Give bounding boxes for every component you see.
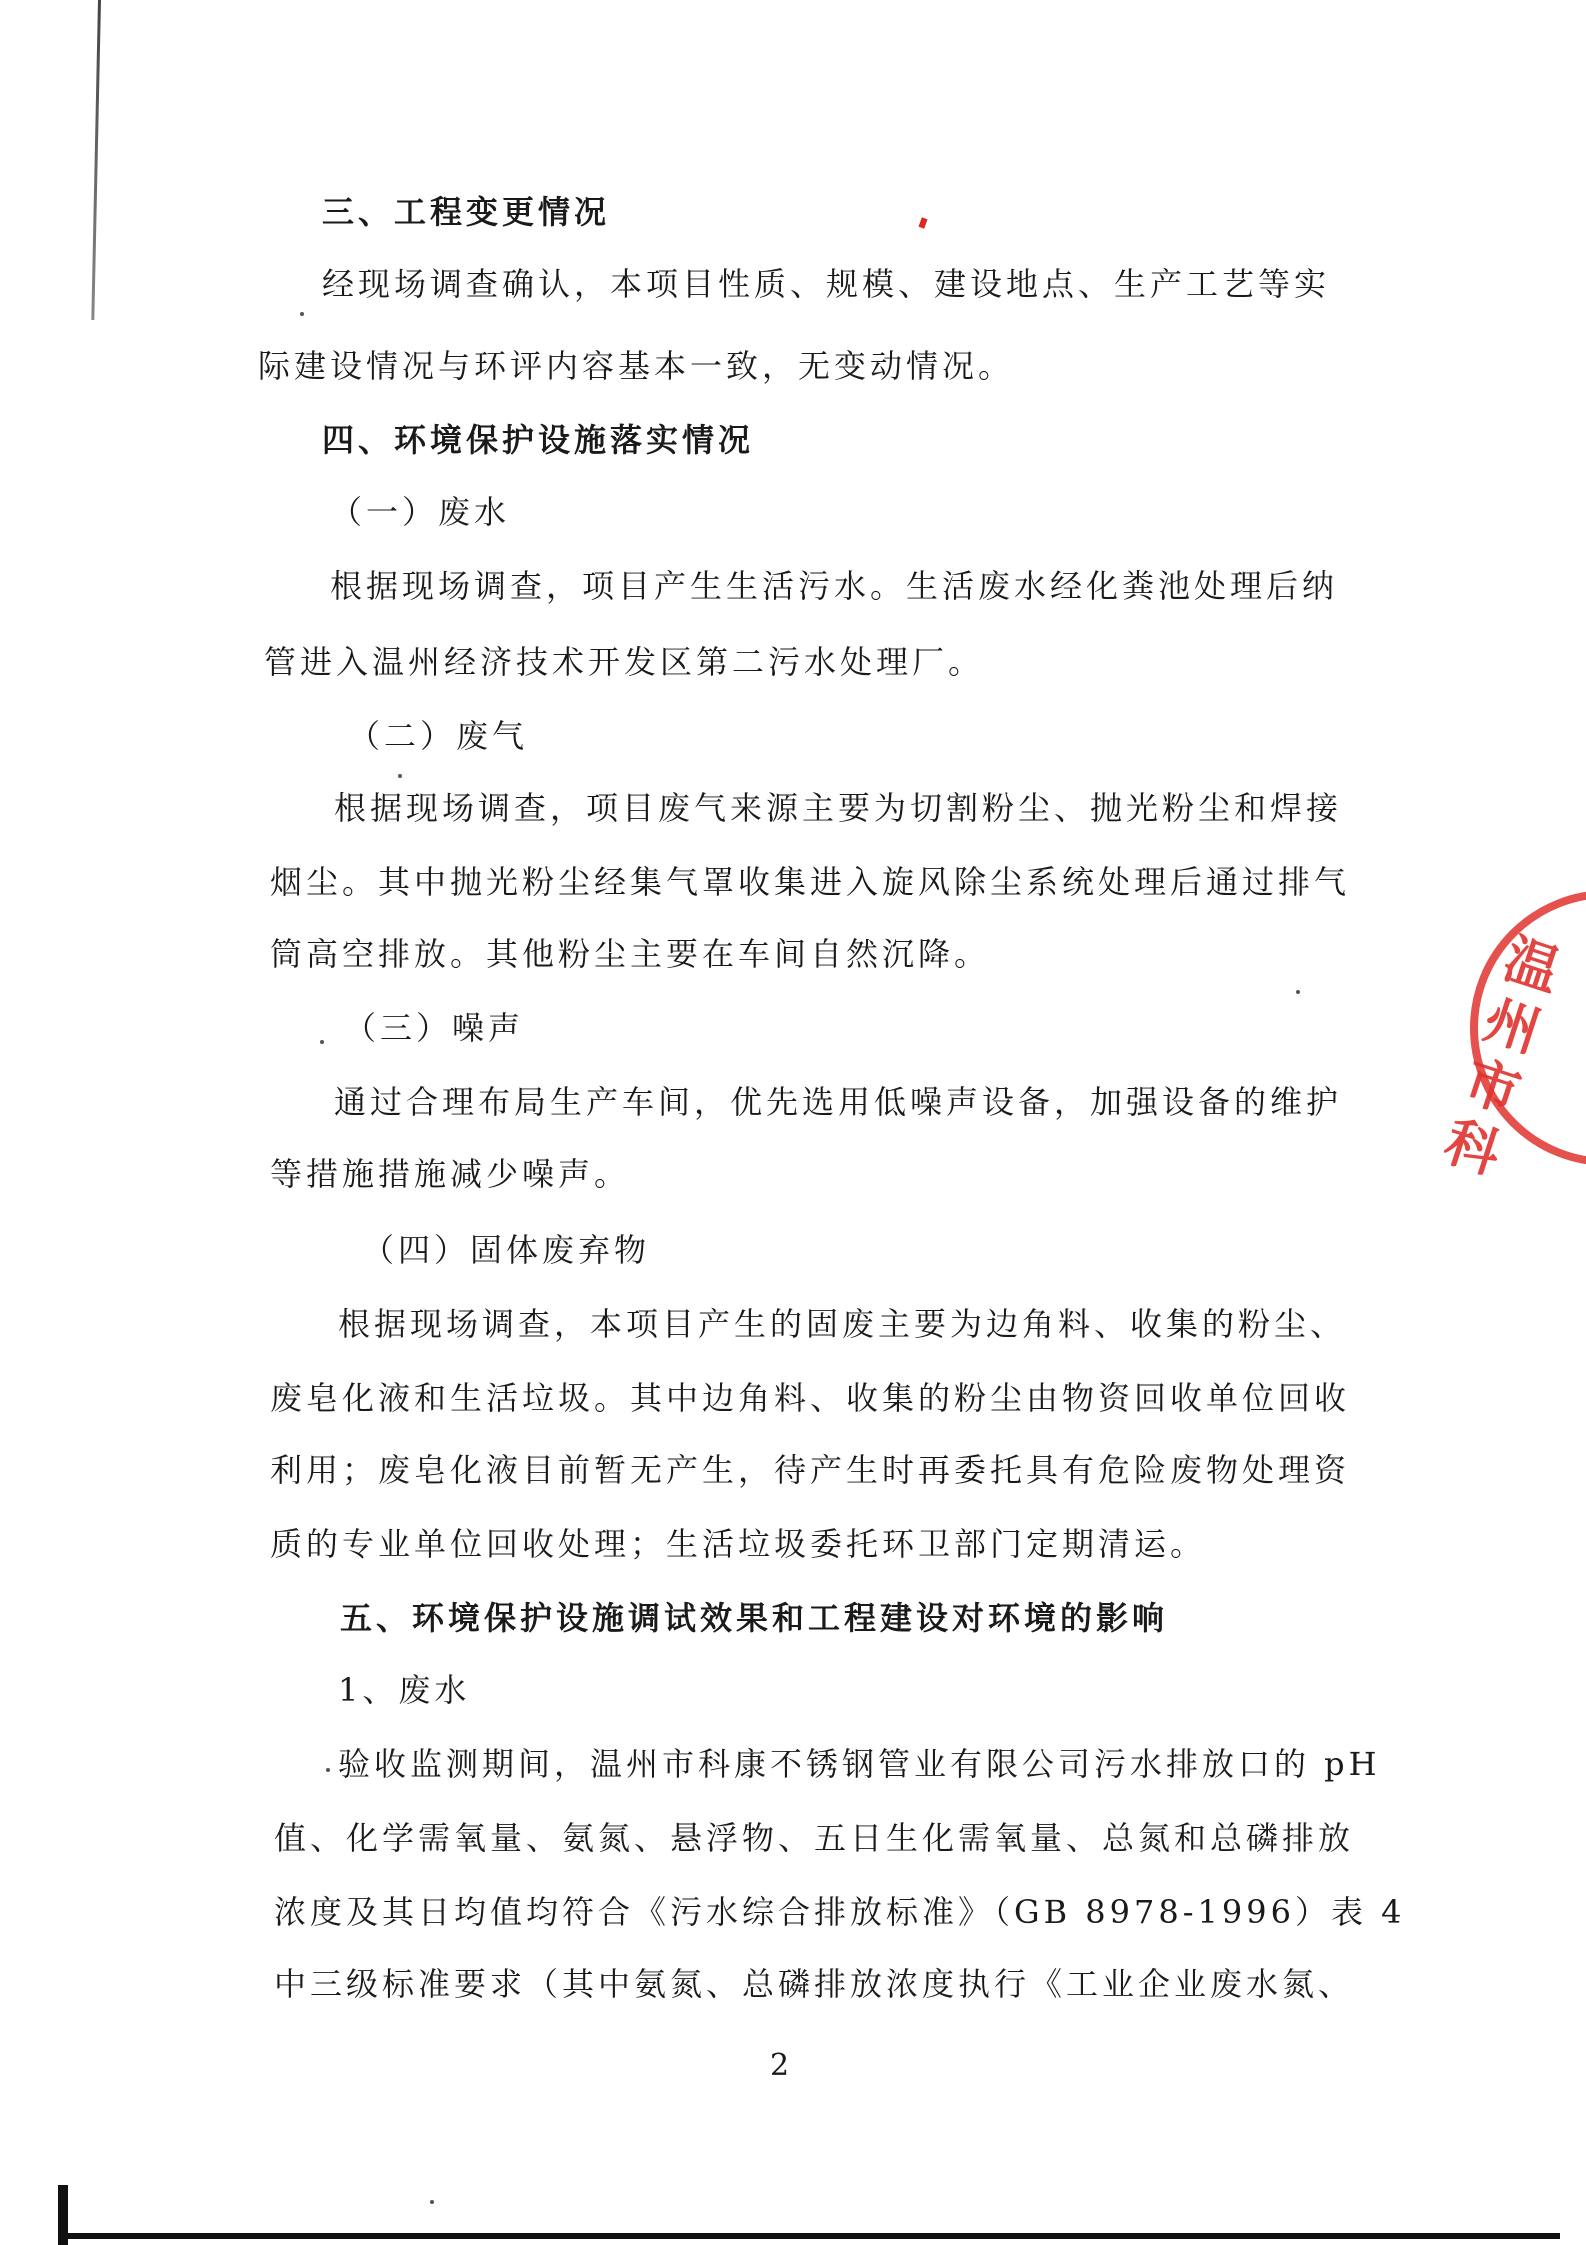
paragraph-line: 烟尘。其中抛光粉尘经集气罩收集进入旋风除尘系统处理后通过排气 — [270, 863, 1351, 901]
page-number: 2 — [770, 2048, 790, 2083]
seal-lettering: 温州市科 — [1437, 926, 1568, 1187]
subsection-heading: （一）废水 — [330, 493, 511, 531]
paragraph-line: 等措施措施减少噪声。 — [270, 1155, 631, 1193]
scan-speck — [1296, 990, 1300, 994]
paragraph-line: 通过合理布局生产车间，优先选用低噪声设备，加强设备的维护 — [334, 1083, 1343, 1121]
paragraph-line: 值、化学需氧量、氨氮、悬浮物、五日生化需氧量、总氮和总磷排放 — [274, 1819, 1355, 1857]
paragraph-line: 根据现场调查，本项目产生的固废主要为边角料、收集的粉尘、 — [338, 1305, 1347, 1343]
scan-corner-mark — [58, 2185, 68, 2245]
scan-bottom-edge — [60, 2233, 1560, 2239]
subsection-heading: （四）固体废弃物 — [362, 1231, 651, 1269]
paragraph-line: 根据现场调查，项目产生生活污水。生活废水经化粪池处理后纳 — [330, 567, 1339, 605]
paragraph-line: 废皂化液和生活垃圾。其中边角料、收集的粉尘由物资回收单位回收 — [270, 1379, 1351, 1417]
section-heading-4: 四、环境保护设施落实情况 — [322, 421, 755, 459]
scan-speck — [326, 1768, 330, 1772]
paragraph-line: 中三级标准要求（其中氨氮、总磷排放浓度执行《工业企业废水氮、 — [274, 1965, 1355, 2003]
scan-speck — [398, 774, 402, 778]
paragraph-line: 际建设情况与环评内容基本一致，无变动情况。 — [258, 347, 1015, 385]
paragraph-line: 浓度及其日均值均符合《污水综合排放标准》（GB 8978-1996）表 4 — [274, 1893, 1406, 1931]
paragraph-line: 管进入温州经济技术开发区第二污水处理厂。 — [264, 643, 985, 681]
subsection-heading: （三）噪声 — [344, 1009, 525, 1047]
section-heading-3: 三、工程变更情况 — [322, 193, 611, 231]
scan-speck — [320, 1040, 324, 1044]
paragraph-line: 验收监测期间，温州市科康不锈钢管业有限公司污水排放口的 pH — [338, 1745, 1381, 1783]
paragraph-line: 根据现场调查，项目废气来源主要为切割粉尘、抛光粉尘和焊接 — [334, 789, 1343, 827]
paragraph-line: 利用；废皂化液目前暂无产生，待产生时再委托具有危险废物处理资 — [270, 1451, 1351, 1489]
paragraph-line: 筒高空排放。其他粉尘主要在车间自然沉降。 — [270, 935, 991, 973]
paragraph-line: 经现场调查确认，本项目性质、规模、建设地点、生产工艺等实 — [322, 265, 1331, 303]
scan-speck — [300, 312, 304, 316]
subsection-heading: 1、废水 — [338, 1671, 471, 1709]
paragraph-line: 质的专业单位回收处理；生活垃圾委托环卫部门定期清运。 — [270, 1525, 1207, 1563]
subsection-heading: （二）废气 — [348, 717, 529, 755]
scan-speck — [430, 2200, 434, 2204]
scan-edge-shadow — [91, 0, 101, 320]
section-heading-5: 五、环境保护设施调试效果和工程建设对环境的影响 — [340, 1599, 1169, 1637]
